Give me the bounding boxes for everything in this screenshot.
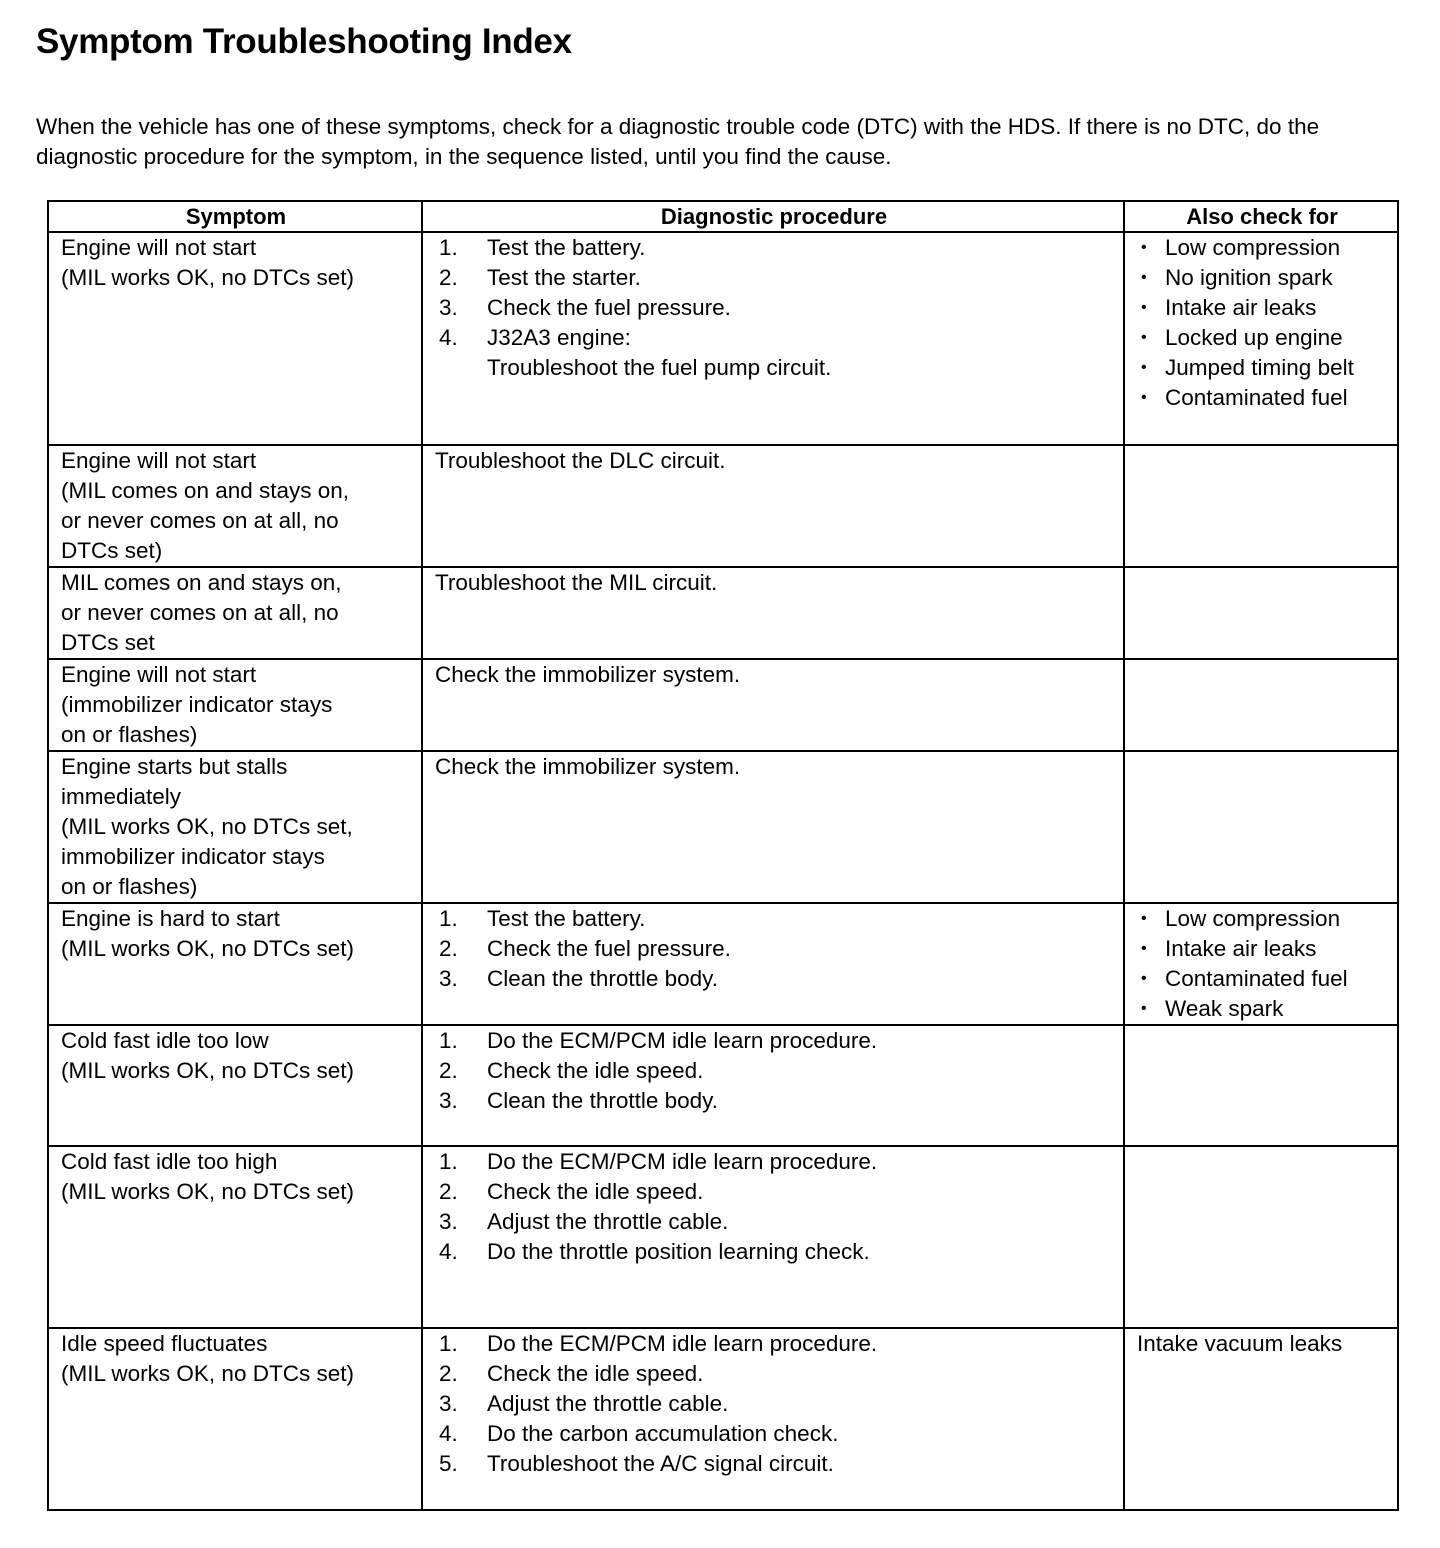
bullet-icon: • bbox=[1141, 329, 1147, 346]
bullet-icon: • bbox=[1141, 389, 1147, 406]
also-check-text: Intake air leaks bbox=[1165, 936, 1317, 961]
also-check-cell bbox=[1124, 567, 1398, 659]
symptom-line: on or flashes) bbox=[61, 874, 198, 899]
also-check-cell bbox=[1124, 751, 1398, 903]
step-number: 1. bbox=[439, 1331, 458, 1356]
also-check-cell bbox=[1124, 1146, 1398, 1328]
symptom-cell bbox=[48, 445, 422, 567]
step-number bbox=[435, 353, 487, 383]
step-text: Test the starter. bbox=[487, 265, 641, 290]
step-number: 3. bbox=[439, 295, 458, 320]
symptom-line: (MIL works OK, no DTCs set) bbox=[61, 936, 354, 961]
step-text: Do the ECM/PCM idle learn procedure. bbox=[487, 1331, 878, 1356]
symptom-cell bbox=[48, 903, 422, 1025]
symptom-line: (MIL works OK, no DTCs set) bbox=[61, 1361, 354, 1386]
step-number: 3. bbox=[439, 966, 458, 991]
symptom-line: on or flashes) bbox=[61, 722, 198, 747]
step-number: 1. bbox=[439, 1149, 458, 1174]
also-check-text: Locked up engine bbox=[1165, 325, 1343, 350]
step-number: 1. bbox=[439, 235, 458, 260]
step-text: Troubleshoot the A/C signal circuit. bbox=[487, 1451, 834, 1476]
procedure-step bbox=[435, 323, 1113, 353]
symptom-line: (MIL works OK, no DTCs set) bbox=[61, 265, 354, 290]
procedure-cell bbox=[422, 1146, 1124, 1328]
step-number: 4. bbox=[439, 1239, 458, 1264]
also-check-item bbox=[1137, 293, 1387, 323]
also-check-item bbox=[1137, 964, 1387, 994]
procedure-step bbox=[435, 233, 1113, 263]
also-check-cell bbox=[1124, 659, 1398, 751]
also-check-cell bbox=[1124, 445, 1398, 567]
step-text: Clean the throttle body. bbox=[487, 1088, 718, 1113]
step-number: 2. bbox=[439, 265, 458, 290]
procedure-step bbox=[435, 293, 1113, 323]
procedure-text: Check the immobilizer system. bbox=[435, 662, 741, 687]
symptom-line: immobilizer indicator stays bbox=[61, 844, 325, 869]
symptom-line: Cold fast idle too high bbox=[61, 1149, 278, 1174]
also-check-cell bbox=[1124, 1025, 1398, 1146]
table-row bbox=[48, 232, 1398, 445]
step-number: 1. bbox=[439, 906, 458, 931]
symptom-cell bbox=[48, 751, 422, 903]
step-text: J32A3 engine: bbox=[487, 325, 631, 350]
step-text: Clean the throttle body. bbox=[487, 966, 718, 991]
symptom-cell bbox=[48, 1025, 422, 1146]
symptom-line: Engine will not start bbox=[61, 235, 257, 260]
step-text: Adjust the throttle cable. bbox=[487, 1391, 729, 1416]
bullet-icon: • bbox=[1141, 299, 1147, 316]
bullet-icon: • bbox=[1141, 970, 1147, 987]
procedure-step bbox=[435, 1026, 1113, 1056]
also-check-cell bbox=[1124, 232, 1398, 445]
table-row bbox=[48, 1025, 1398, 1146]
symptom-line: MIL comes on and stays on, bbox=[61, 570, 342, 595]
step-text: Adjust the throttle cable. bbox=[487, 1209, 729, 1234]
procedure-step bbox=[435, 1237, 1113, 1267]
also-check-cell bbox=[1124, 903, 1398, 1025]
bullet-icon: • bbox=[1141, 1000, 1147, 1017]
symptom-line: Engine will not start bbox=[61, 448, 257, 473]
also-check-item bbox=[1137, 934, 1387, 964]
bullet-icon: • bbox=[1141, 239, 1147, 256]
procedure-cell bbox=[422, 567, 1124, 659]
symptom-cell bbox=[48, 567, 422, 659]
step-number: 4. bbox=[439, 325, 458, 350]
symptom-cell bbox=[48, 1328, 422, 1510]
symptom-line: or never comes on at all, no bbox=[61, 508, 339, 533]
step-number: 5. bbox=[439, 1451, 458, 1476]
bullet-icon: • bbox=[1141, 940, 1147, 957]
procedure-step bbox=[435, 1449, 1113, 1479]
table-row bbox=[48, 1328, 1398, 1510]
also-check-text: Contaminated fuel bbox=[1165, 385, 1348, 410]
bullet-icon: • bbox=[1141, 359, 1147, 376]
symptom-line: immediately bbox=[61, 784, 182, 809]
also-check-text: Jumped timing belt bbox=[1165, 355, 1354, 380]
header-symptom: Symptom bbox=[48, 201, 422, 232]
step-text: Do the carbon accumulation check. bbox=[487, 1421, 839, 1446]
also-check-item bbox=[1137, 263, 1387, 293]
step-number: 1. bbox=[439, 1028, 458, 1053]
table-row bbox=[48, 751, 1398, 903]
procedure-cell bbox=[422, 1025, 1124, 1146]
procedure-cell bbox=[422, 1328, 1124, 1510]
header-also-check: Also check for bbox=[1124, 201, 1398, 232]
step-number: 2. bbox=[439, 1179, 458, 1204]
procedure-step bbox=[435, 1056, 1113, 1086]
table-row bbox=[48, 659, 1398, 751]
step-number: 4. bbox=[439, 1421, 458, 1446]
symptom-line: DTCs set) bbox=[61, 538, 163, 563]
procedure-step bbox=[435, 1359, 1113, 1389]
step-text: Do the ECM/PCM idle learn procedure. bbox=[487, 1149, 878, 1174]
table-row bbox=[48, 445, 1398, 567]
also-check-text: Intake vacuum leaks bbox=[1137, 1331, 1343, 1356]
procedure-cell bbox=[422, 903, 1124, 1025]
step-number: 2. bbox=[439, 936, 458, 961]
procedure-text: Check the immobilizer system. bbox=[435, 754, 741, 779]
also-check-text: Contaminated fuel bbox=[1165, 966, 1348, 991]
procedure-cell bbox=[422, 659, 1124, 751]
also-check-text: Low compression bbox=[1165, 906, 1341, 931]
procedure-step bbox=[435, 934, 1113, 964]
symptom-line: (MIL works OK, no DTCs set) bbox=[61, 1058, 354, 1083]
symptom-line: or never comes on at all, no bbox=[61, 600, 339, 625]
step-number: 3. bbox=[439, 1209, 458, 1234]
step-text: Check the idle speed. bbox=[487, 1361, 704, 1386]
symptom-line: DTCs set bbox=[61, 630, 155, 655]
procedure-step bbox=[435, 1389, 1113, 1419]
table-row bbox=[48, 903, 1398, 1025]
symptom-line: Engine will not start bbox=[61, 662, 257, 687]
procedure-step bbox=[435, 964, 1113, 994]
step-text: Check the fuel pressure. bbox=[487, 295, 731, 320]
step-text: Test the battery. bbox=[487, 235, 646, 260]
procedure-step bbox=[435, 353, 1113, 383]
also-check-item bbox=[1137, 383, 1387, 413]
procedure-step bbox=[435, 1207, 1113, 1237]
symptom-line: Idle speed fluctuates bbox=[61, 1331, 268, 1356]
step-text: Troubleshoot the fuel pump circuit. bbox=[487, 355, 832, 380]
also-check-item bbox=[1137, 233, 1387, 263]
table-row bbox=[48, 567, 1398, 659]
symptom-table bbox=[47, 200, 1399, 1511]
procedure-step bbox=[435, 904, 1113, 934]
procedure-step bbox=[435, 263, 1113, 293]
step-text: Check the idle speed. bbox=[487, 1058, 704, 1083]
step-text: Check the idle speed. bbox=[487, 1179, 704, 1204]
procedure-cell bbox=[422, 751, 1124, 903]
symptom-line: (MIL comes on and stays on, bbox=[61, 478, 350, 503]
table-row bbox=[48, 1146, 1398, 1328]
symptom-cell bbox=[48, 232, 422, 445]
symptom-line: (MIL works OK, no DTCs set, bbox=[61, 814, 353, 839]
step-text: Do the ECM/PCM idle learn procedure. bbox=[487, 1028, 878, 1053]
step-number: 3. bbox=[439, 1391, 458, 1416]
symptom-line: Engine starts but stalls bbox=[61, 754, 288, 779]
also-check-item bbox=[1137, 353, 1387, 383]
step-number: 2. bbox=[439, 1361, 458, 1386]
procedure-cell bbox=[422, 232, 1124, 445]
step-number: 3. bbox=[439, 1088, 458, 1113]
procedure-step bbox=[435, 1329, 1113, 1359]
step-text: Check the fuel pressure. bbox=[487, 936, 731, 961]
also-check-item bbox=[1137, 904, 1387, 934]
bullet-icon: • bbox=[1141, 910, 1147, 927]
also-check-text: Low compression bbox=[1165, 235, 1341, 260]
procedure-step bbox=[435, 1419, 1113, 1449]
also-check-item bbox=[1137, 323, 1387, 353]
symptom-line: Engine is hard to start bbox=[61, 906, 280, 931]
symptom-line: Cold fast idle too low bbox=[61, 1028, 269, 1053]
step-text: Do the throttle position learning check. bbox=[487, 1239, 870, 1264]
procedure-step bbox=[435, 1086, 1113, 1116]
intro-paragraph: When the vehicle has one of these symptoms, check for a diagnostic trouble code (DTC) with the HDS. If there is no DTC, do the diagnostic procedure for the symptom, in the sequence listed, until you find the cause. bbox=[36, 114, 1320, 169]
bullet-icon: • bbox=[1141, 269, 1147, 286]
step-text: Test the battery. bbox=[487, 906, 646, 931]
step-number: 2. bbox=[439, 1058, 458, 1083]
also-check-cell bbox=[1124, 1328, 1398, 1510]
procedure-text: Troubleshoot the DLC circuit. bbox=[435, 448, 726, 473]
also-check-text: No ignition spark bbox=[1165, 265, 1333, 290]
also-check-text: Intake air leaks bbox=[1165, 295, 1317, 320]
header-procedure: Diagnostic procedure bbox=[422, 201, 1124, 232]
table-header-row bbox=[48, 201, 1398, 232]
procedure-cell bbox=[422, 445, 1124, 567]
symptom-line: (immobilizer indicator stays bbox=[61, 692, 333, 717]
also-check-item bbox=[1137, 994, 1387, 1024]
procedure-step bbox=[435, 1177, 1113, 1207]
also-check-text: Weak spark bbox=[1165, 996, 1284, 1021]
procedure-step bbox=[435, 1147, 1113, 1177]
symptom-cell bbox=[48, 659, 422, 751]
page-title: Symptom Troubleshooting Index bbox=[36, 22, 572, 61]
symptom-cell bbox=[48, 1146, 422, 1328]
procedure-text: Troubleshoot the MIL circuit. bbox=[435, 570, 718, 595]
symptom-line: (MIL works OK, no DTCs set) bbox=[61, 1179, 354, 1204]
